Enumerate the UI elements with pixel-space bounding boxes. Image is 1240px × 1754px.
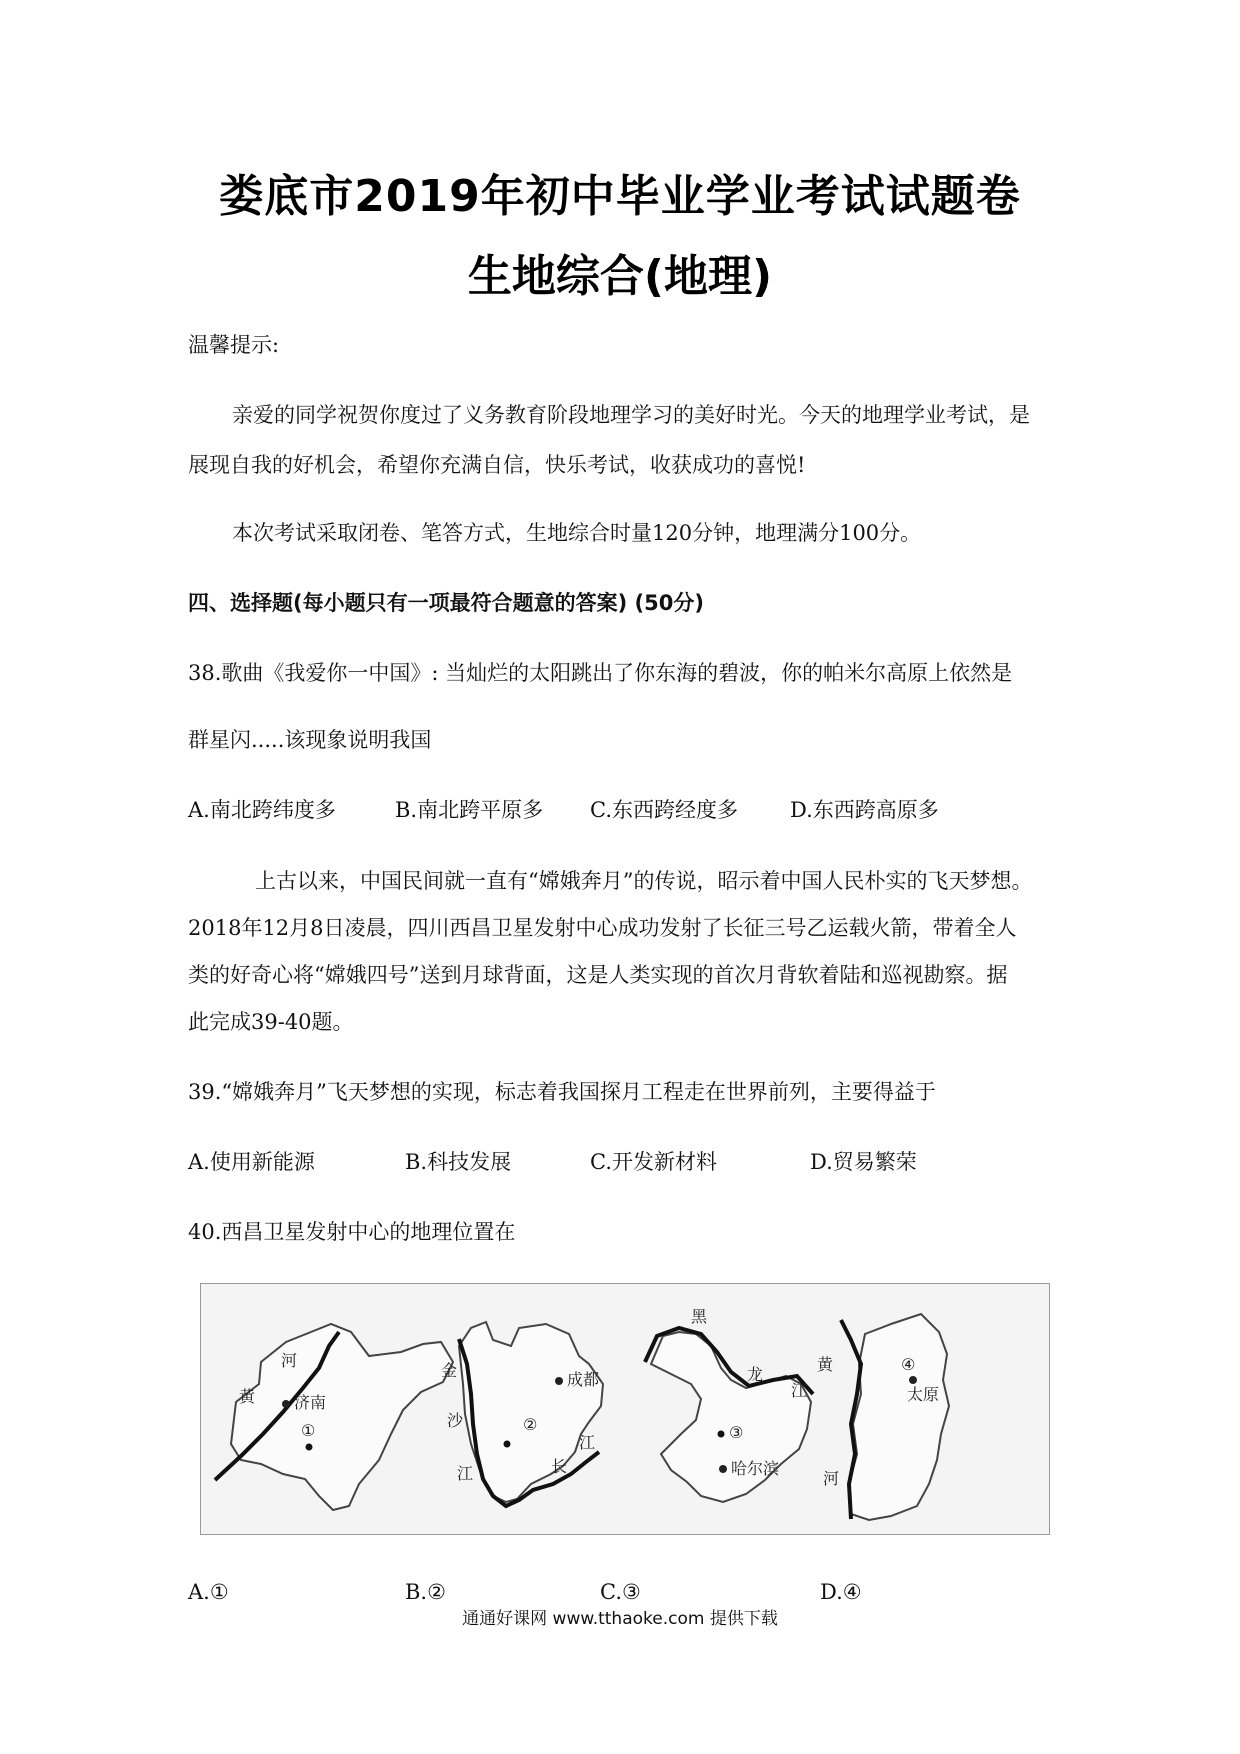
map-panel-sichuan — [441, 1322, 603, 1506]
map-label-long: 龙 — [747, 1365, 764, 1384]
map-label-he-4: 河 — [823, 1469, 840, 1488]
q40-option-b: B.② — [405, 1580, 446, 1604]
chengdu-city-dot — [555, 1377, 563, 1385]
passage-line-3: 类的好奇心将“嫦娥四号”送到月球背面，这是人类实现的首次月背软着陆和巡视勘察。据 — [188, 963, 1008, 987]
map-panel-shandong — [215, 1324, 453, 1510]
exam-subtitle: 生地综合(地理) — [467, 251, 773, 302]
taiyuan-city-dot — [909, 1376, 917, 1384]
map-label-chengdu: 成都 — [567, 1370, 600, 1389]
q39-option-c: C.开发新材料 — [590, 1150, 717, 1174]
q38-option-a: A.南北跨纬度多 — [188, 798, 336, 822]
q38-option-b: B.南北跨平原多 — [395, 798, 544, 822]
q38-stem-line-2: 群星闪.....该现象说明我国 — [188, 728, 432, 752]
q38-option-d: D.东西跨高原多 — [790, 798, 939, 822]
jinan-city-dot — [282, 1400, 290, 1408]
map-label-huang-1: 黄 — [239, 1387, 256, 1406]
map-marker-1: ① — [301, 1421, 316, 1440]
map-label-jiang-2a: 江 — [457, 1464, 474, 1483]
section-heading: 四、选择题(每小题只有一项最符合题意的答案) (50分) — [188, 591, 704, 615]
passage-line-1: 上古以来，中国民间就一直有“嫦娥奔月”的传说，昭示着中国人民朴实的飞天梦想。 — [255, 869, 1033, 893]
q40-option-a: A.① — [188, 1580, 229, 1604]
map-panel-heilongjiang — [645, 1307, 813, 1502]
q38-option-c: C.东西跨经度多 — [590, 798, 738, 822]
notice-paragraph-1-line-1: 亲爱的同学祝贺你度过了义务教育阶段地理学习的美好时光。今天的地理学业考试，是 — [232, 403, 1030, 427]
map-svg — [201, 1284, 1049, 1534]
marker-1-dot — [306, 1444, 313, 1451]
map-marker-2: ② — [523, 1415, 538, 1434]
passage-line-2: 2018年12月8日凌晨，四川西昌卫星发射中心成功发射了长征三号乙运载火箭，带着全人 — [188, 916, 1017, 940]
footer-download-credit: 通通好课网 www.tthaoke.com 提供下载 — [462, 1609, 778, 1629]
harbin-city-dot — [719, 1465, 727, 1473]
exam-title: 娄底市2019年初中毕业学业考试试题卷 — [219, 171, 1021, 222]
q38-stem-line-1: 38.歌曲《我爱你一中国》: 当灿烂的太阳跳出了你东海的碧波，你的帕米尔高原上依然是 — [188, 661, 1013, 685]
marker-3-dot — [718, 1431, 725, 1438]
map-label-taiyuan: 太原 — [907, 1385, 940, 1404]
q40-option-d: D.④ — [820, 1580, 862, 1604]
map-panel-shanxi — [817, 1314, 949, 1520]
q39-option-a: A.使用新能源 — [188, 1150, 315, 1174]
map-label-he-1: 河 — [281, 1351, 298, 1370]
notice-paragraph-2: 本次考试采取闭卷、笔答方式，生地综合时量120分钟，地理满分100分。 — [232, 521, 922, 545]
map-label-sha: 沙 — [447, 1411, 464, 1430]
passage-line-4: 此完成39-40题。 — [188, 1010, 354, 1034]
q39-option-d: D.贸易繁荣 — [810, 1150, 917, 1174]
q39-stem: 39.“嫦娥奔月”飞天梦想的实现，标志着我国探月工程走在世界前列，主要得益于 — [188, 1080, 936, 1104]
notice-heading: 温馨提示: — [188, 333, 280, 357]
province-outline-map — [200, 1283, 1050, 1535]
map-label-harbin: 哈尔滨 — [731, 1459, 780, 1478]
map-marker-3: ③ — [729, 1423, 744, 1442]
marker-2-dot — [504, 1441, 511, 1448]
notice-paragraph-1-line-2: 展现自我的好机会，希望你充满自信，快乐考试，收获成功的喜悦! — [188, 453, 806, 477]
q40-option-c: C.③ — [600, 1580, 641, 1604]
map-label-jiang-2b: 江 — [579, 1433, 596, 1452]
map-label-jiang-3: 江 — [791, 1381, 808, 1400]
map-label-jin: 金 — [441, 1361, 458, 1380]
map-label-huang-4: 黄 — [817, 1355, 834, 1374]
map-label-hei: 黑 — [691, 1307, 708, 1326]
q39-option-b: B.科技发展 — [405, 1150, 512, 1174]
map-label-jinan: 济南 — [294, 1393, 327, 1412]
q40-stem: 40.西昌卫星发射中心的地理位置在 — [188, 1220, 516, 1244]
map-marker-4: ④ — [901, 1355, 916, 1374]
map-label-chang: 长 — [551, 1457, 568, 1476]
